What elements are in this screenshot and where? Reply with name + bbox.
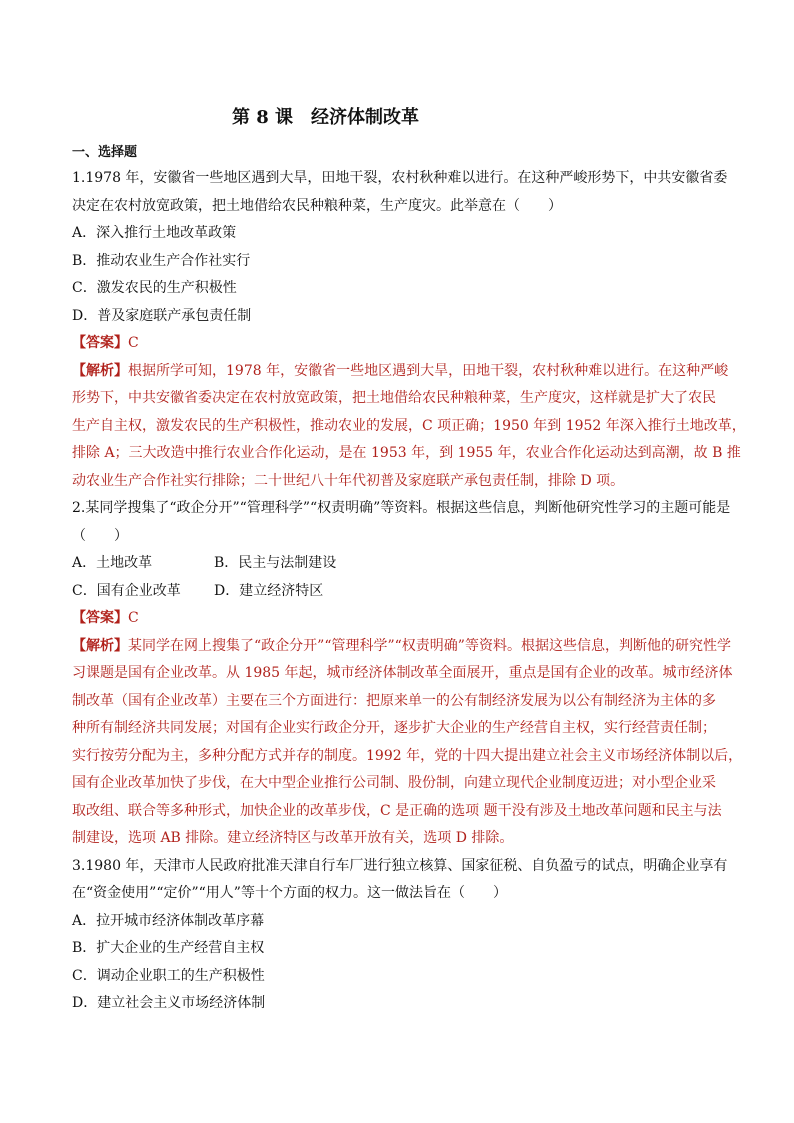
analysis-text: 种所有制经济共同发展；对国有企业实行政企分开，逐步扩大企业的生产经营自主权，实行经营责任制； <box>72 720 716 736</box>
analysis-text: 制改革（国有企业改革）主要在三个方面进行：把原来单一的公有制经济发展为以公有制经济为主体的多 <box>72 692 716 709</box>
answer-line <box>72 330 727 358</box>
option-b: B．扩大企业的生产经营自主权 <box>72 940 265 956</box>
analysis-text: 形势下，中共安徽省委决定在农村放宽政策，把土地借给农民种粮种菜，生产度灾，这样就是扩大了农民 <box>72 390 716 406</box>
analysis-text: 动农业生产合作社实行排除；二十世纪八十年代初普及家庭联产承包责任制，排除 D 项。 <box>72 472 625 489</box>
question-stem-line: 3.1980 年，天津市人民政府批准天津自行车厂进行独立核算、国家征税、自负盈亏的试点，明确企业享有 <box>72 857 728 874</box>
lesson-title: 第 8 课 经济体制改革 <box>231 107 420 128</box>
question-1 <box>72 165 746 495</box>
question-stem-line: （ ） <box>72 527 128 544</box>
analysis-text: 国有企业改革加快了步伐，在大中型企业推行公司制、股份制，向建立现代企业制度迈进；对小型企业采 <box>72 775 716 791</box>
option-a: A．拉开城市经济体制改革序幕 <box>72 912 265 929</box>
option-d: D．普及家庭联产承包责任制 <box>72 307 252 324</box>
option-d: D．建立社会主义市场经济体制 <box>72 995 266 1011</box>
question-stem-line: 2.某同学搜集了“政企分开”“管理科学”“权责明确”等资料。根据这些信息，判断他研究性学习的主题可能是 <box>72 500 731 516</box>
document-content <box>72 141 746 1018</box>
option-c: C．国有企业改革 <box>72 582 181 599</box>
answer-value: C <box>128 610 139 626</box>
answer-tag: 【答案】 <box>72 335 128 351</box>
option-row <box>72 578 727 606</box>
analysis-text: 习课题是国有企业改革。从 1985 年起，城市经济体制改革全面展开，重点是国有企业的改革。城市经济体 <box>72 665 733 681</box>
question-stem-line: 在“资金使用”“定价”“用人”等十个方面的权力。这一做法旨在（ ） <box>72 885 507 901</box>
analysis-tag: 【解析】 <box>72 637 128 654</box>
analysis-text: 实行按劳分配为主，多种分配方式并存的制度。1992 年，党的十四大提出建立社会主义市场经济体制以后， <box>72 747 743 764</box>
question-2 <box>72 495 743 853</box>
answer-tag: 【答案】 <box>72 610 128 626</box>
option-a: A．土地改革 <box>72 555 153 571</box>
option-a: A．深入推行土地改革政策 <box>72 225 237 241</box>
answer-value: C <box>128 335 139 351</box>
analysis-text: 根据所学可知，1978 年，安徽省一些地区遇到大旱，田地干裂，农村秋种难以进行。在这种严峻 <box>128 362 729 379</box>
analysis-text: 生产自主权，激发农民的生产积极性，推动农业的发展，C 项正确；1950 年到 1952 年深入推行土地改革， <box>72 417 746 434</box>
analysis-text: 取改组、联合等多种形式，加快企业的改革步伐，C 是正确的选项 题干没有涉及土地改革问题和民主与法 <box>72 802 722 819</box>
option-b: B．民主与法制建设 <box>214 555 337 571</box>
option-row <box>72 550 727 578</box>
analysis-text: 制建设，选项 AB 排除。建立经济特区与改革开放有关，选项 D 排除。 <box>72 830 514 846</box>
analysis-line <box>72 358 727 386</box>
option-c: C．激发农民的生产积极性 <box>72 280 237 296</box>
option-b: B．推动农业生产合作社实行 <box>72 252 251 269</box>
question-3 <box>72 853 727 1018</box>
analysis-text: 排除 A；三大改造中推行农业合作化运动，是在 1953 年，到 1955 年，农业合作化运动达到高潮，故 B 推 <box>72 445 741 461</box>
option-c: C．调动企业职工的生产积极性 <box>72 967 265 984</box>
analysis-line <box>72 633 731 661</box>
option-d: D．建立经济特区 <box>214 582 324 599</box>
analysis-text: 某同学在网上搜集了“政企分开”“管理科学”“权责明确”等资料。根据这些信息，判断他的研究性学 <box>128 637 731 654</box>
question-stem-line: 决定在农村放宽政策，把土地借给农民种粮种菜，生产度灾。此举意在（ ） <box>72 197 562 214</box>
question-stem-line: 1.1978 年，安徽省一些地区遇到大旱，田地干裂，农村秋种难以进行。在这种严峻形势下，中共安徽省委 <box>72 170 728 186</box>
answer-line <box>72 605 727 633</box>
analysis-tag: 【解析】 <box>72 362 128 379</box>
section-heading: 一、选择题 <box>72 145 138 160</box>
